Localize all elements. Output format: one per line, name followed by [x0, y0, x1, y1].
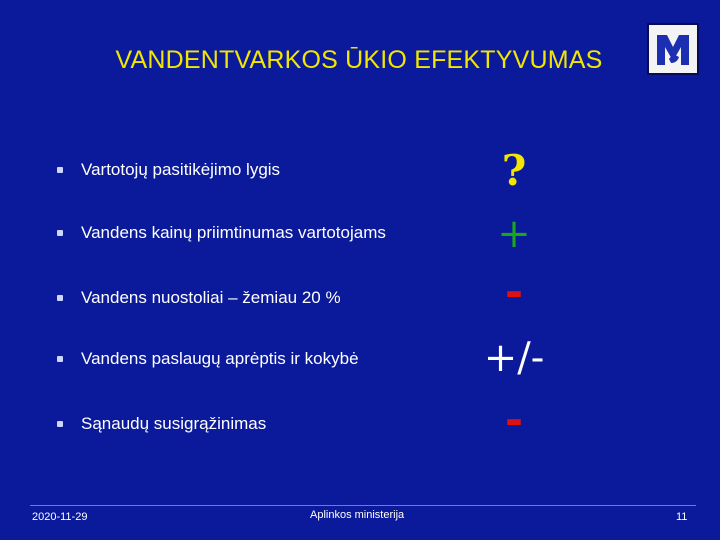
footer-organization: Aplinkos ministerija: [310, 509, 405, 521]
ministry-logo-icon: [647, 23, 699, 75]
footer-page-number: 11: [676, 511, 688, 523]
status-mark-plus-minus: +/-: [483, 335, 545, 381]
slide-title: VANDENTVARKOS ŪKIO EFEKTYVUMAS: [115, 46, 603, 74]
status-mark-minus: -: [504, 266, 524, 317]
footer-divider: [30, 505, 696, 506]
bullet-marker: [57, 295, 63, 301]
bullet-item: [57, 157, 280, 183]
bullet-label: Sąnaudų susigrąžinimas: [81, 414, 267, 433]
footer-date: 2020-11-29: [32, 511, 88, 523]
bullet-item: [57, 346, 359, 372]
bullet-marker: [57, 421, 63, 427]
bullet-item: [57, 411, 266, 437]
bullet-item: [57, 220, 386, 246]
bullet-label: Vandens paslaugų aprėptis ir kokybė: [81, 349, 359, 368]
status-mark-minus: -: [504, 394, 524, 445]
status-mark-question: ?: [501, 146, 527, 195]
bullet-marker: [57, 230, 63, 236]
bullet-marker: [57, 167, 63, 173]
status-mark-plus: +: [497, 211, 531, 257]
bullet-label: Vandens nuostoliai – žemiau 20 %: [81, 288, 341, 307]
bullet-label: Vartotojų pasitikėjimo lygis: [81, 160, 281, 179]
bullet-label: Vandens kainų priimtinumas vartotojams: [81, 223, 386, 242]
bullet-item: [57, 285, 341, 311]
bullet-marker: [57, 356, 63, 362]
